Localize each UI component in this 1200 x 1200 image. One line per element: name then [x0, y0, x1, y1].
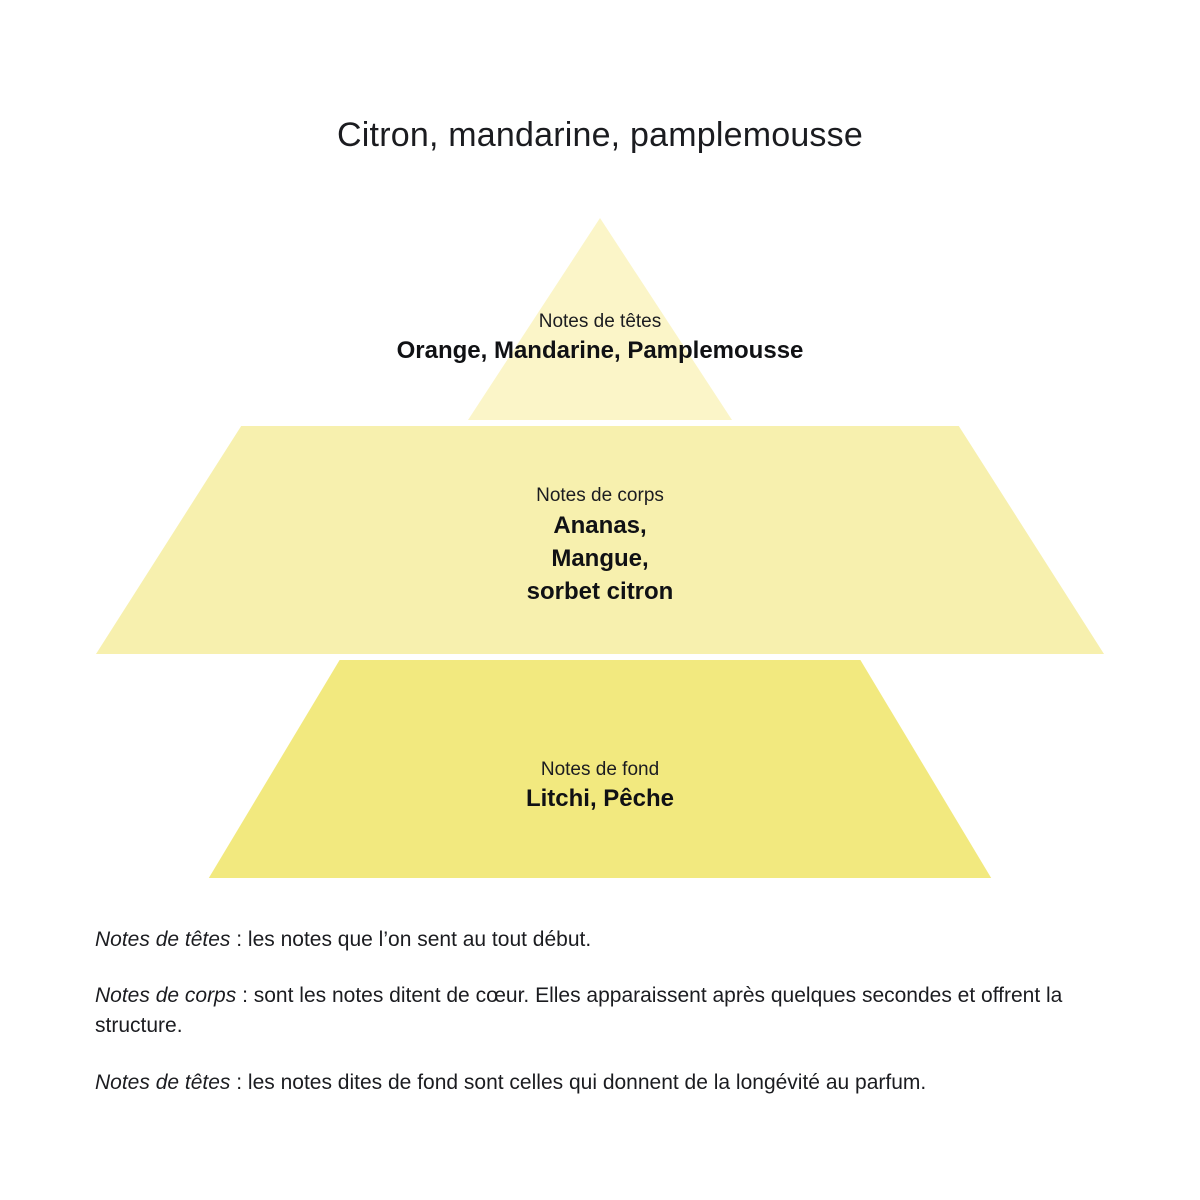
legend-item: [95, 925, 1095, 955]
pyramid-tier-middle: [0, 426, 1200, 654]
tier-top-label: Notes de têtes: [538, 311, 662, 332]
tier-middle-text: [0, 484, 1200, 608]
tier-middle-value-line: Ananas,: [553, 512, 647, 540]
legend-description: : les notes que l’on sent au tout début.: [230, 928, 592, 951]
legend-item: [95, 981, 1095, 1041]
tier-bottom-text: [0, 758, 1200, 815]
legend: [95, 925, 1095, 1098]
page-title: Citron, mandarine, pamplemousse: [337, 116, 863, 154]
tier-top-value: Orange, Mandarine, Pamplemousse: [396, 337, 804, 365]
legend-item: [95, 1068, 1095, 1098]
tier-top-text: [0, 310, 1200, 367]
tier-middle-value: [0, 510, 1200, 608]
tier-bottom-value: Litchi, Pêche: [525, 785, 675, 813]
legend-term: Notes de têtes: [95, 1070, 231, 1094]
legend-term: Notes de têtes: [95, 928, 231, 951]
pyramid-tier-top: [0, 218, 1200, 420]
tier-bottom-label: Notes de fond: [540, 759, 660, 780]
legend-term: Notes de corps: [95, 984, 237, 1008]
tier-middle-value-line: Mangue,: [551, 544, 649, 572]
pyramid-tier-bottom: [0, 660, 1200, 878]
legend-description: : les notes dites de fond sont celles qui donnent de la longévité au parfum.: [230, 1070, 927, 1094]
fragrance-pyramid: [0, 218, 1200, 878]
tier-middle-value-line: sorbet citron: [526, 577, 674, 605]
legend-description: : sont les notes ditent de cœur. Elles apparaissent après quelques secondes et offrent la structure.: [95, 984, 1063, 1038]
tier-middle-label: Notes de corps: [536, 485, 664, 506]
